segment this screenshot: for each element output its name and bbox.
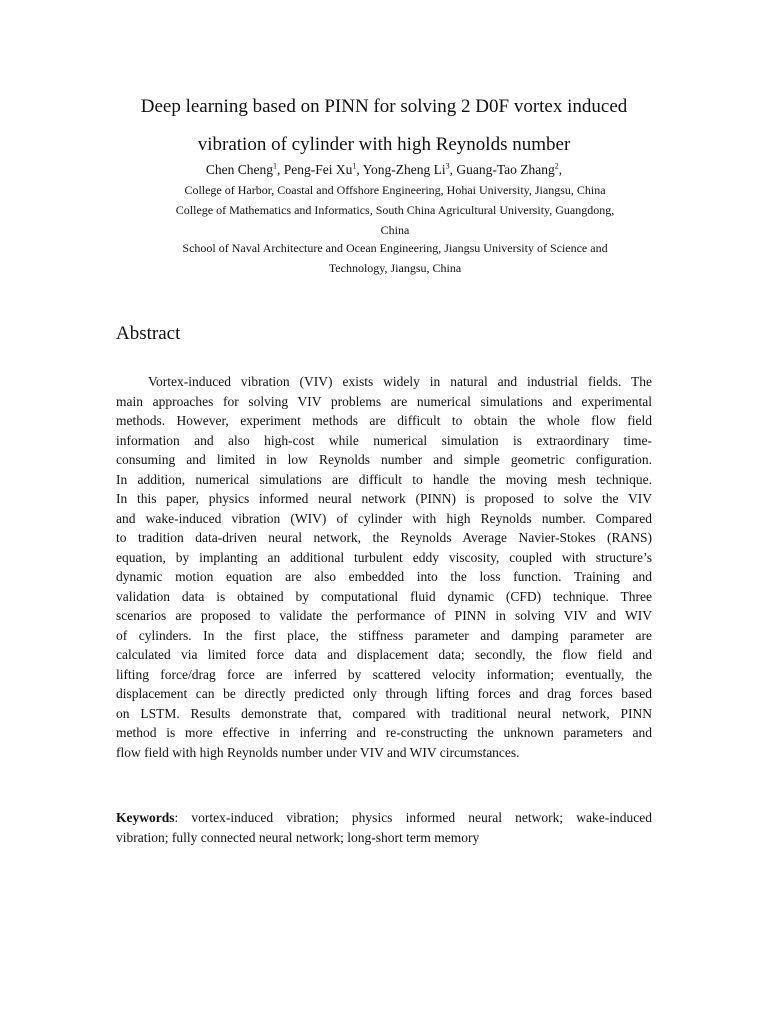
abstract-line: and wake-induced vibration (WIV) of cylinder with high Reynolds number. Compared bbox=[116, 510, 652, 526]
keywords-section bbox=[116, 808, 652, 847]
author-affiliation-mark: 3 bbox=[445, 161, 450, 171]
author-name: Yong-Zheng Li bbox=[362, 162, 446, 177]
abstract-body bbox=[116, 372, 652, 762]
author-affiliation-mark: 1 bbox=[272, 161, 277, 171]
title-line-1: Deep learning based on PINN for solving 2 D0F vortex induced bbox=[140, 96, 628, 117]
author-affiliation-mark: 2 bbox=[554, 161, 559, 171]
affiliation-3 bbox=[130, 239, 660, 278]
abstract-line: methods. However, experiment methods are difficult to obtain the whole flow field bbox=[116, 413, 652, 428]
abstract-heading: Abstract bbox=[116, 323, 181, 344]
affiliation-line: College of Harbor, Coastal and Offshore Engineering, Hohai University, Jiangsu, China bbox=[184, 183, 606, 197]
author-name: Peng-Fei Xu bbox=[283, 162, 353, 177]
abstract-line: In this paper, physics informed neural network (PINN) is proposed to solve the VIV bbox=[116, 491, 652, 506]
author-separator: , bbox=[276, 162, 284, 177]
abstract-line: main approaches for solving VIV problems are numerical simulations and experimental bbox=[116, 393, 652, 409]
abstract-line: lifting force/drag force are inferred by scattered velocity information; eventually, the bbox=[116, 666, 652, 682]
author-list bbox=[100, 160, 668, 180]
abstract-line: dynamic motion equation are also embedded into the loss function. Training and bbox=[116, 569, 652, 584]
keywords-line: vibration; fully connected neural network; long-short term memory bbox=[116, 829, 480, 845]
abstract-line: validation data is obtained by computational fluid dynamic (CFD) technique. Three bbox=[116, 588, 652, 604]
abstract-line: Vortex-induced vibration (VIV) exists widely in natural and industrial fields. The bbox=[148, 374, 652, 389]
author-affiliation-mark: 1 bbox=[352, 161, 357, 171]
abstract-line: of cylinders. In the first place, the stiffness parameter and damping parameter are bbox=[116, 627, 652, 643]
author-name: Chen Cheng bbox=[205, 162, 273, 177]
author-name: Guang-Tao Zhang bbox=[456, 162, 555, 177]
abstract-line: on LSTM. Results demonstrate that, compared with traditional neural network, PINN bbox=[116, 705, 652, 721]
keywords-line bbox=[116, 808, 652, 828]
paper-title bbox=[100, 88, 668, 164]
title-line-2: vibration of cylinder with high Reynolds number bbox=[197, 134, 571, 155]
abstract-line: displacement can be directly predicted only through lifting forces and drag forces based bbox=[116, 686, 652, 701]
author-separator: , bbox=[356, 162, 363, 177]
affiliation-line: Technology, Jiangsu, China bbox=[328, 260, 462, 275]
affiliation-2 bbox=[130, 201, 660, 240]
abstract-line: scenarios are proposed to validate the performance of PINN in solving VIV and WIV bbox=[116, 608, 652, 623]
author-separator: , bbox=[449, 162, 457, 177]
affiliation-line: China bbox=[380, 222, 410, 237]
abstract-line: In addition, numerical simulations are difficult to handle the moving mesh technique. bbox=[116, 471, 652, 487]
abstract-line: consuming and limited in low Reynolds number and simple geometric configuration. bbox=[116, 452, 652, 467]
affiliation-1 bbox=[130, 181, 660, 201]
keywords-label: Keywords bbox=[116, 810, 175, 825]
author-separator: , bbox=[558, 162, 563, 177]
abstract-line: flow field with high Reynolds number under VIV and WIV circumstances. bbox=[116, 744, 520, 760]
keywords-text: : vortex-induced vibration; physics informed neural network; wake-induced bbox=[174, 810, 652, 825]
abstract-line: information and also high-cost while numerical simulation is extraordinary time- bbox=[116, 432, 652, 448]
affiliation-line: School of Naval Architecture and Ocean Engineering, Jiangsu University of Science and bbox=[182, 241, 608, 255]
affiliation-line: College of Mathematics and Informatics, South China Agricultural University, Guangdong, bbox=[175, 203, 615, 217]
abstract-line: method is more effective in inferring and re-constructing the unknown parameters and bbox=[116, 725, 652, 740]
abstract-line: equation, by implanting an additional turbulent eddy viscosity, coupled with structure’s bbox=[116, 549, 652, 565]
abstract-line: calculated via limited force data and displacement data; secondly, the flow field and bbox=[116, 647, 652, 662]
abstract-line: to tradition data-driven neural network, the Reynolds Average Navier-Stokes (RANS) bbox=[116, 530, 652, 545]
